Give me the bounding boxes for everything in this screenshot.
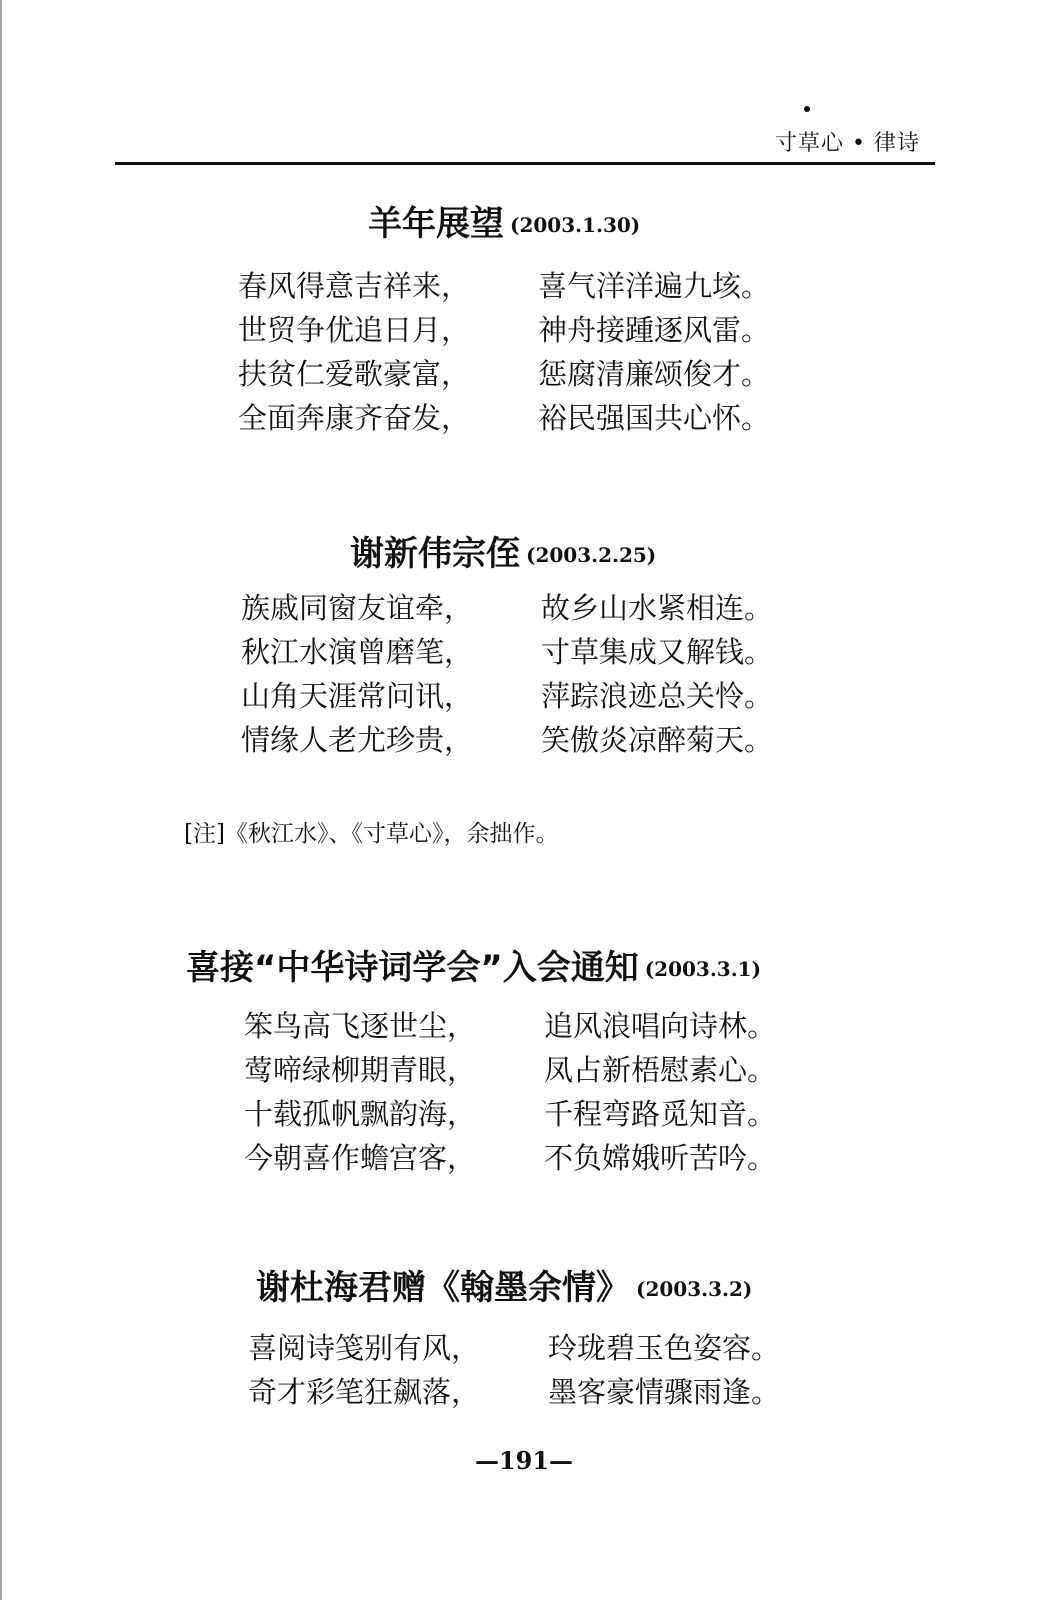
- verse-line: [238, 308, 770, 352]
- verse-line: [238, 396, 770, 440]
- verse-first-half: 喜阅诗笺别有风，: [248, 1331, 481, 1365]
- verse-first-half: 情缘人老尤珍贵，: [241, 723, 474, 757]
- poem-date: (2003.3.2): [636, 1277, 753, 1301]
- verse-first-half: 山角天涯常问讯，: [241, 679, 474, 713]
- verse-second-half: 玲珑碧玉色姿容。: [548, 1331, 781, 1365]
- poem-title: [368, 196, 640, 245]
- verse-line: [244, 1004, 776, 1048]
- poem-title-text: 喜接“中华诗词学会”入会通知: [186, 948, 639, 988]
- verse-first-half: 春风得意吉祥来，: [238, 269, 471, 303]
- poem-verse: [238, 264, 770, 440]
- verse-first-half: 今朝喜作蟾宫客，: [244, 1141, 477, 1175]
- verse-first-half: 奇才彩笔狂飙落，: [248, 1375, 481, 1409]
- verse-line: [238, 264, 770, 308]
- verse-second-half: 墨客豪情骤雨逢。: [548, 1375, 781, 1409]
- verse-second-half: 惩腐清廉颂俊才。: [538, 357, 771, 391]
- page-edge: [0, 0, 2, 1600]
- verse-second-half: 千程弯路觅知音。: [544, 1097, 777, 1131]
- verse-line: [248, 1326, 780, 1370]
- verse-line: [244, 1136, 776, 1180]
- verse-line: [244, 1048, 776, 1092]
- poem-title: [350, 526, 656, 575]
- verse-first-half: 十载孤帆飘韵海，: [244, 1097, 477, 1131]
- footnote: [注]《秋江水》、《寸草心》，余拙作。: [184, 821, 559, 847]
- verse-first-half: 莺啼绿柳期青眼，: [244, 1053, 477, 1087]
- verse-first-half: 秋江水演曾磨笔，: [241, 635, 474, 669]
- verse-line: [241, 674, 773, 718]
- poem-title-text: 谢新伟宗侄: [350, 534, 520, 574]
- poem-title: [186, 940, 761, 989]
- verse-second-half: 故乡山水紧相连。: [541, 591, 774, 625]
- poem-date: (2003.3.1): [644, 957, 762, 981]
- verse-second-half: 不负嫦娥听苦吟。: [544, 1141, 777, 1175]
- header-rule: [115, 162, 935, 165]
- poem-date: (2003.2.25): [526, 543, 657, 567]
- running-head: 寸草心 • 律诗: [775, 131, 920, 156]
- poem-title: [256, 1260, 752, 1309]
- poem-title-text: 羊年展望: [368, 204, 504, 244]
- verse-line: [241, 630, 773, 674]
- page-number: —191—: [474, 1446, 574, 1475]
- verse-second-half: 萍踪浪迹总关怜。: [541, 679, 774, 713]
- poem-verse: [241, 586, 773, 762]
- header-dot: [804, 106, 810, 112]
- verse-second-half: 神舟接踵逐风雷。: [538, 313, 771, 347]
- verse-first-half: 族戚同窗友谊牵，: [241, 591, 474, 625]
- verse-second-half: 寸草集成又解钱。: [541, 635, 774, 669]
- verse-first-half: 世贸争优追日月，: [238, 313, 471, 347]
- verse-line: [238, 352, 770, 396]
- verse-second-half: 喜气洋洋遍九垓。: [538, 269, 771, 303]
- poem-verse: [244, 1004, 776, 1180]
- verse-second-half: 凤占新梧慰素心。: [544, 1053, 777, 1087]
- poem-date: (2003.1.30): [510, 213, 641, 237]
- verse-second-half: 笑傲炎凉醉菊天。: [541, 723, 774, 757]
- verse-second-half: 追风浪唱向诗林。: [544, 1009, 777, 1043]
- verse-first-half: 全面奔康齐奋发，: [238, 401, 471, 435]
- poem-verse: [248, 1326, 780, 1414]
- verse-line: [241, 718, 773, 762]
- verse-first-half: 扶贫仁爱歌豪富，: [238, 357, 471, 391]
- verse-line: [248, 1370, 780, 1414]
- verse-line: [244, 1092, 776, 1136]
- verse-line: [241, 586, 773, 630]
- verse-second-half: 裕民强国共心怀。: [538, 401, 771, 435]
- poem-title-text: 谢杜海君赠《翰墨余情》: [256, 1268, 630, 1308]
- verse-first-half: 笨鸟高飞逐世尘，: [244, 1009, 477, 1043]
